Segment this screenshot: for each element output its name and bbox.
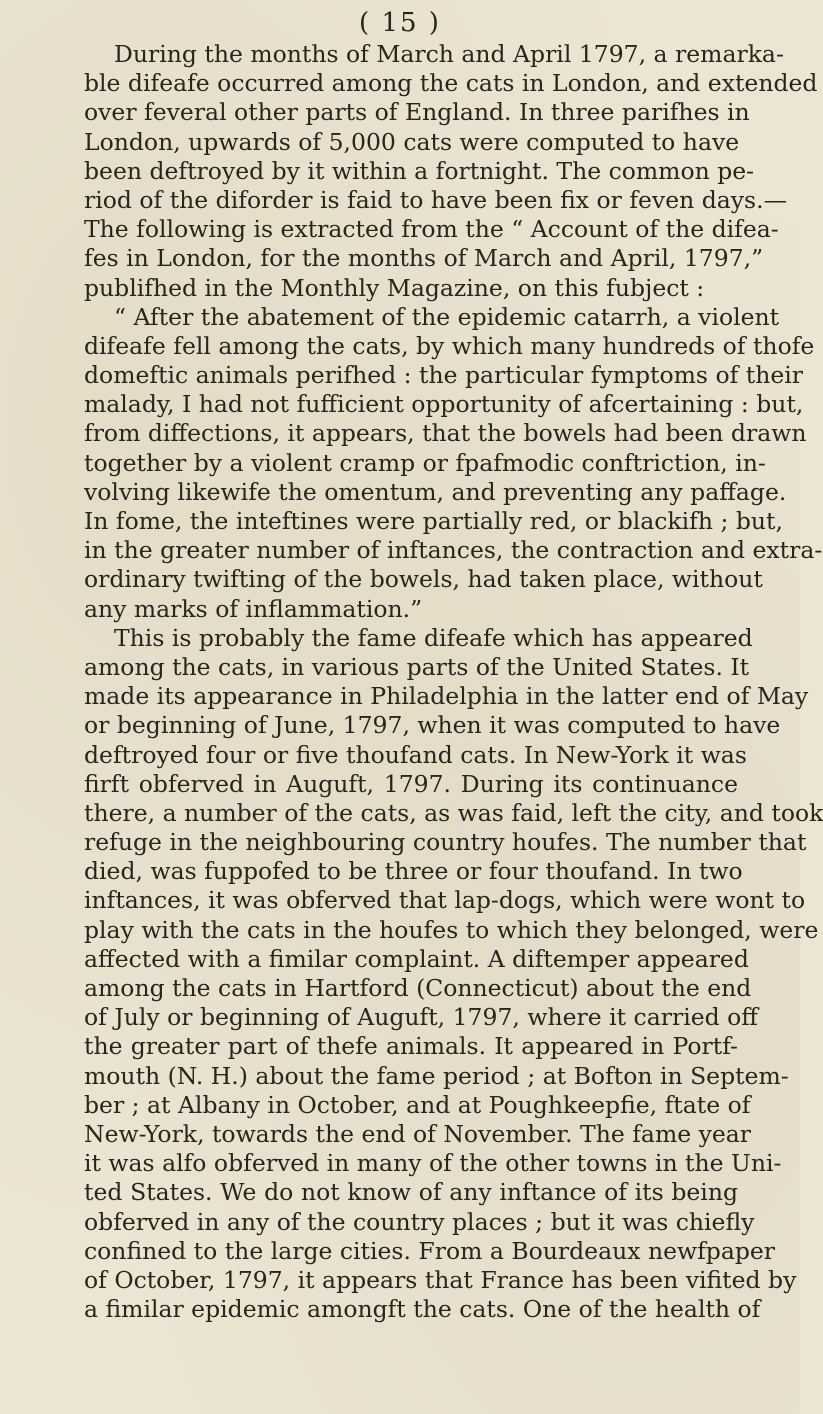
text-line: This is probably the fame difeafe which has appeared xyxy=(114,623,753,652)
text-line: ordinary twifting of the bowels, had taken place, without xyxy=(84,565,763,594)
body-text xyxy=(84,40,823,1324)
text-line: or beginning of June, 1797, when it was computed to have xyxy=(84,711,781,740)
text-line: among the cats, in various parts of the United States. It xyxy=(84,652,750,681)
text-line: ted States. We do not know of any inftance of its being xyxy=(84,1178,738,1207)
text-line: over feveral other parts of England. In three parifhes in xyxy=(84,98,750,127)
text-line: confined to the large cities. From a Bourdeaux newfpaper xyxy=(84,1236,776,1265)
text-line: London, upwards of 5,000 cats were computed to have xyxy=(84,127,740,156)
text-line: ber ; at Albany in October, and at Poughkeepfie, ftate of xyxy=(84,1090,751,1119)
text-line: During the months of March and April 1797, a remarka- xyxy=(114,40,784,68)
text-line: refuge in the neighbouring country houfes. The number that xyxy=(84,828,807,857)
text-line: “ After the abatement of the epidemic catarrh, a violent xyxy=(114,302,780,331)
text-line: mouth (N. H.) about the fame period ; at Bofton in Septem- xyxy=(84,1061,789,1090)
text-line: in the greater number of inftances, the contraction and extra- xyxy=(84,536,823,565)
text-line: any marks of inflammation.” xyxy=(84,594,423,623)
text-line: of July or beginning of Auguft, 1797, where it carried off xyxy=(84,1003,758,1032)
text-line: a fimilar epidemic amongft the cats. One of the health of xyxy=(84,1295,761,1324)
text-line: obferved in any of the country places ; but it was chiefly xyxy=(84,1207,755,1236)
text-line: the greater part of thefe animals. It appeared in Portf- xyxy=(84,1032,738,1061)
text-line: volving likewife the omentum, and preventing any paffage. xyxy=(84,477,787,506)
text-line: ble difeafe occurred among the cats in London, and extended xyxy=(84,69,818,98)
text-line: malady, I had not fufficient opportunity of afcertaining : but, xyxy=(84,390,804,419)
text-line: together by a violent cramp or fpafmodic conftriction, in- xyxy=(84,448,766,477)
text-line: affected with a fimilar complaint. A diftemper appeared xyxy=(84,944,749,973)
text-line: deftroyed four or five thoufand cats. In New-York it was xyxy=(84,740,747,769)
text-line: of October, 1797, it appears that France has been vifited by xyxy=(84,1265,797,1294)
text-line: made its appearance in Philadelphia in the latter end of May xyxy=(84,682,809,711)
text-line: The following is extracted from the “ Account of the difea- xyxy=(84,215,779,244)
text-line: it was alfo obferved in many of the other towns in the Uni- xyxy=(84,1149,782,1178)
text-line: fes in London, for the months of March and April, 1797,” xyxy=(84,244,764,273)
text-line: died, was fuppofed to be three or four thoufand. In two xyxy=(84,857,743,886)
page-number: ( 15 ) xyxy=(359,8,441,38)
text-line: New-York, towards the end of November. The fame year xyxy=(84,1119,752,1148)
text-line: publifhed in the Monthly Magazine, on this fubject : xyxy=(84,273,705,302)
text-line: among the cats in Hartford (Connecticut) about the end xyxy=(84,974,752,1002)
text-line: there, a number of the cats, as was faid, left the city, and took xyxy=(84,798,823,827)
text-line: In fome, the inteftines were partially red, or blackifh ; but, xyxy=(84,507,783,535)
text-line: riod of the diforder is faid to have been fix or feven days.— xyxy=(84,185,788,214)
text-line: difeafe fell among the cats, by which many hundreds of thofe xyxy=(84,331,815,360)
text-line: inftances, it was obferved that lap-dogs, which were wont to xyxy=(84,886,806,915)
text-line: from diffections, it appears, that the bowels had been drawn xyxy=(84,419,807,448)
text-line: domeftic animals perifhed : the particular fymptoms of their xyxy=(84,361,803,390)
text-line: been deftroyed by it within a fortnight. The common pe- xyxy=(84,156,755,185)
text-line: play with the cats in the houfes to which they belonged, were xyxy=(84,915,819,944)
text-line: firft obferved in Auguft, 1797. During its continuance xyxy=(84,769,738,798)
